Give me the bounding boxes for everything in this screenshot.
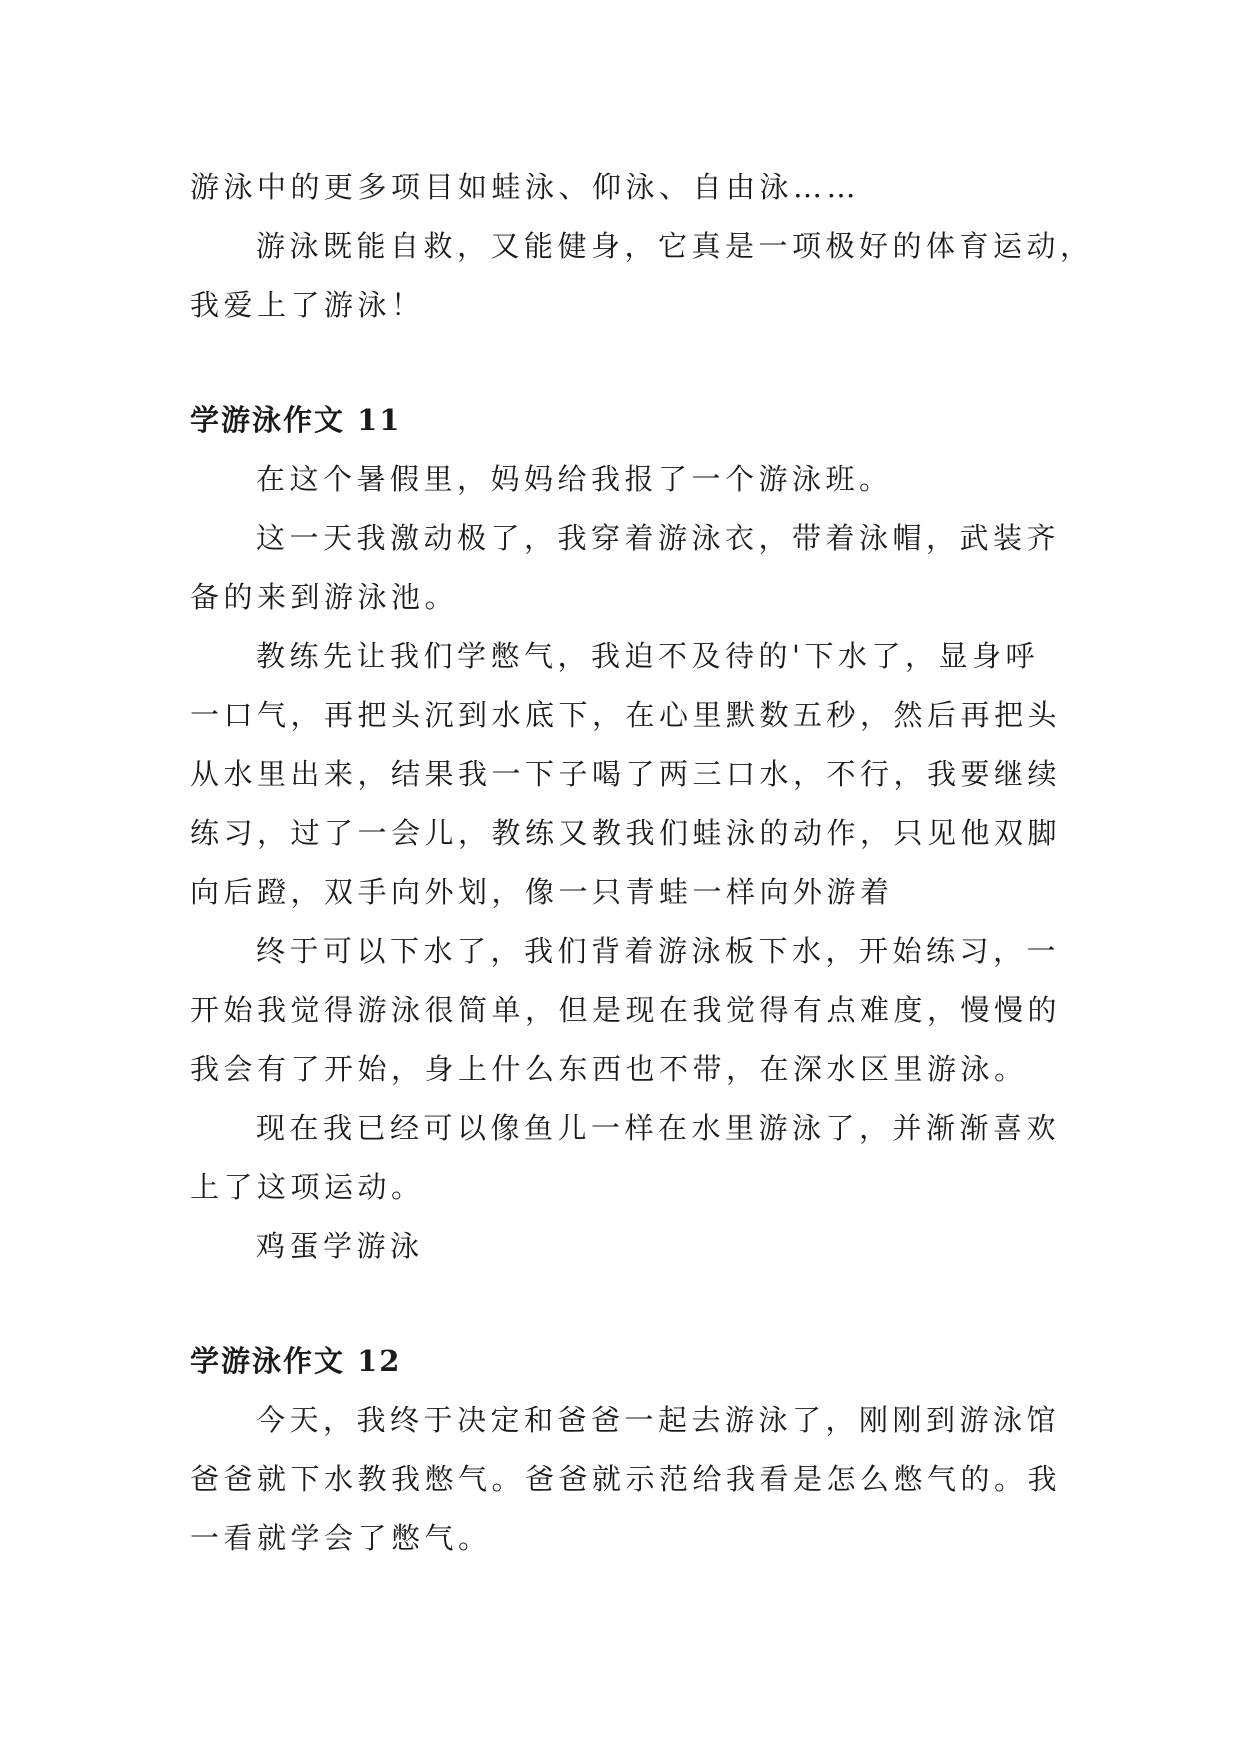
paragraph-line: 鸡蛋学游泳 [256,1229,424,1263]
paragraph-line: 备的来到游泳池。 [190,580,459,614]
paragraph-line: 练习，过了一会儿，教练又教我们蛙泳的动作，只见他双脚 [190,816,1062,850]
paragraph-line: 向后蹬，双手向外划，像一只青蛙一样向外游着 [190,875,894,909]
section-gap [190,1276,1056,1332]
section-gap [190,335,1056,391]
paragraph-line: 我会有了开始，身上什么东西也不带，在深水区里游泳。 [190,1052,1028,1086]
paragraph-line: 一口气，再把头沉到水底下，在心里默数五秒，然后再把头 [190,698,1062,732]
paragraph-line: 爸爸就下水教我憋气。爸爸就示范给我看是怎么憋气的。我 [190,1462,1062,1496]
document-page [190,158,1094,1568]
paragraph-line: 教练先让我们学憋气，我迫不及待的'下水了，显身呼 [256,639,1039,673]
paragraph-line: 在这个暑假里，妈妈给我报了一个游泳班。 [256,462,893,496]
paragraph-line: 这一天我激动极了，我穿着游泳衣，带着泳帽，武装齐 [256,521,1061,555]
paragraph-line: 一看就学会了憋气。 [190,1521,492,1555]
paragraph-line: 游泳既能自救，又能健身，它真是一项极好的体育运动， [256,229,1094,263]
paragraph-line: 上了这项运动。 [190,1170,425,1204]
paragraph-line: 今天，我终于决定和爸爸一起去游泳了，刚刚到游泳馆 [256,1403,1061,1437]
section-heading-12: 学游泳作文 12 [190,1344,402,1378]
paragraph-line: 我爱上了游泳！ [190,288,425,322]
paragraph-line: 游泳中的更多项目如蛙泳、仰泳、自由泳…… [190,170,861,204]
paragraph-line: 现在我已经可以像鱼儿一样在水里游泳了，并渐渐喜欢 [256,1111,1061,1145]
paragraph-line: 开始我觉得游泳很简单，但是现在我觉得有点难度，慢慢的 [190,993,1062,1027]
paragraph-line: 从水里出来，结果我一下子喝了两三口水，不行，我要继续 [190,757,1062,791]
section-heading-11: 学游泳作文 11 [190,403,402,437]
paragraph-line: 终于可以下水了，我们背着游泳板下水，开始练习，一 [256,934,1061,968]
